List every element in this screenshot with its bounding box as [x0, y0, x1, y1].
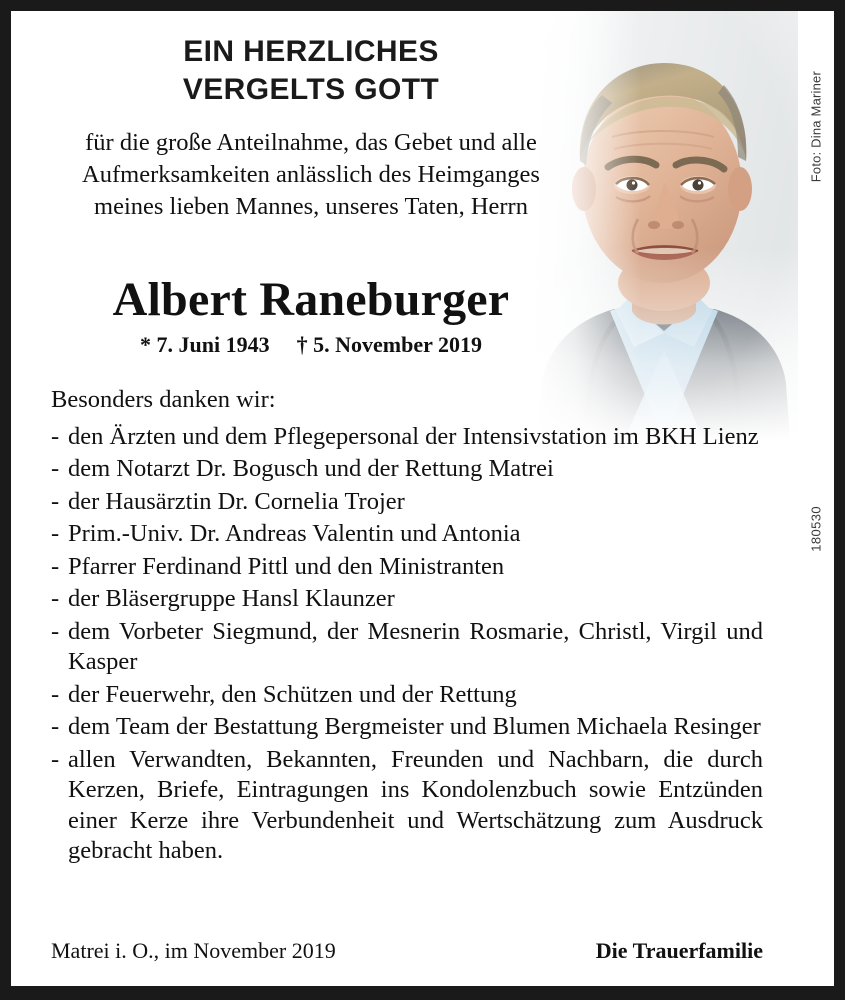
thanks-section	[51, 385, 763, 869]
death-date: † 5. November 2019	[296, 332, 482, 357]
list-item: - der Bläsergruppe Hansl Klaunzer	[51, 584, 763, 615]
headline-line-1: EIN HERZLICHES	[183, 35, 439, 68]
intro-paragraph: für die große Anteilnahme, das Gebet und alle Aufmerksamkeiten anlässlich des Heimganges meines lieben Mannes, unseres Taten, Herrn	[82, 129, 540, 220]
headline-line-2: VERGELTS GOTT	[182, 73, 440, 107]
birth-date: * 7. Juni 1943	[140, 332, 270, 357]
right-margin-gutter	[798, 11, 834, 986]
notice-footer	[51, 938, 763, 964]
list-item: - Pfarrer Ferdinand Pittl und den Ministranten	[51, 552, 763, 583]
page-title	[51, 33, 571, 110]
deceased-name: Albert Raneburger	[112, 273, 510, 326]
list-item: - Prim.-Univ. Dr. Andreas Valentin und Antonia	[51, 519, 763, 550]
family-signature: Die Trauerfamilie	[595, 938, 763, 963]
list-item: - allen Verwandten, Bekannten, Freunden und Nachbarn, die durch Kerzen, Briefe, Eintragungen ins Kondolenzbuch sowie Entzünden einer Kerze ihre Verbundenheit und Wertschätzung zum Ausdruck gebracht haben.	[51, 745, 763, 867]
life-dates	[41, 332, 581, 358]
advert-reference-code: 180530	[808, 506, 824, 552]
list-item: - dem Team der Bestattung Bergmeister und Blumen Michaela Resinger	[51, 712, 763, 743]
list-item: - den Ärzten und dem Pflegepersonal der Intensivstation im BKH Lienz	[51, 422, 763, 453]
photo-credit: Foto: Dina Mariner	[808, 71, 824, 183]
notice-card	[11, 11, 798, 986]
list-item: - dem Notarzt Dr. Bogusch und der Rettung Matrei	[51, 454, 763, 485]
list-item: - dem Vorbeter Siegmund, der Mesnerin Rosmarie, Christl, Virgil und Kasper	[51, 617, 763, 678]
list-item: - der Feuerwehr, den Schützen und der Rettung	[51, 680, 763, 711]
thanks-list	[51, 422, 763, 867]
list-item: - der Hausärztin Dr. Cornelia Trojer	[51, 487, 763, 518]
deceased-block	[41, 273, 581, 358]
thanks-intro: Besonders danken wir:	[51, 386, 276, 413]
place-and-date: Matrei i. O., im November 2019	[51, 938, 336, 963]
